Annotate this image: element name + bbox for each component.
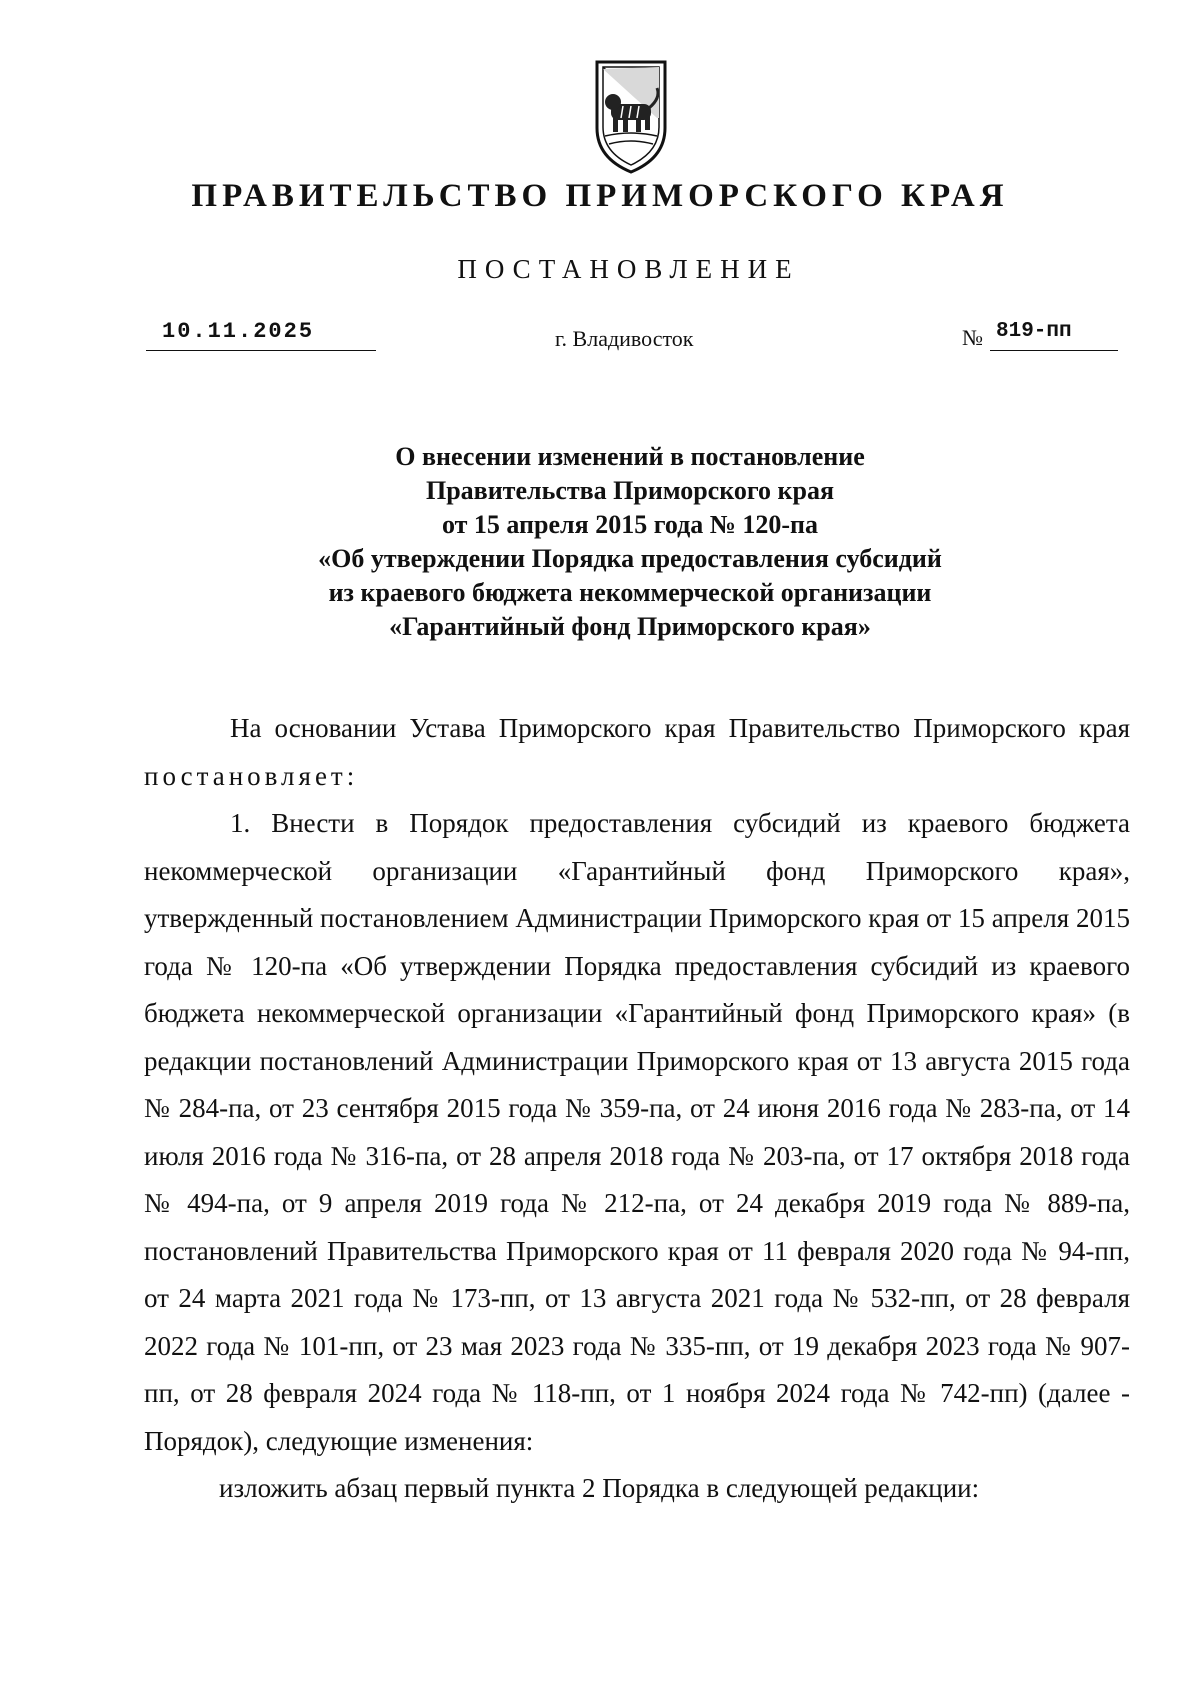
organization-name: ПРАВИТЕЛЬСТВО ПРИМОРСКОГО КРАЯ [191,178,1009,214]
preamble-paragraph [144,705,1130,800]
preamble-text: На основании Устава Приморского края Правительство Приморского края [230,713,1130,743]
document-number: 819-пп [990,320,1118,351]
title-line: «Об утверждении Порядка предоставления субсидий [318,544,942,573]
coat-of-arms-icon [583,58,679,176]
number-sign: № [962,325,983,350]
title-line: из краевого бюджета некоммерческой организации [328,578,932,607]
preamble-verb: постановляет: [144,760,359,791]
title-line: О внесении изменений в постановление [395,442,865,471]
item-1-paragraph: 1. Внести в Порядок предоставления субсидий из краевого бюджета некоммерческой организации «Гарантийный фонд Приморского края», утвержденный постановлением Администрации Приморского края от 15 апреля 2015 года № 120-па «Об утверждении Порядка предоставления субсидий из краевого бюджета некоммерческой организации «Гарантийный фонд Приморского края» (в редакции постановлений Администрации Приморского края от 13 августа 2015 года № 284-па, от 23 сентября 2015 года № 359-па, от 24 июня 2016 года № 283-па, от 14 июля 2016 года № 316-па, от 28 апреля 2018 года № 203-па, от 17 октября 2018 года № 494-па, от 9 апреля 2019 года № 212-па, от 24 декабря 2019 года № 889-па, постановлений Правительства Приморского края от 11 февраля 2020 года № 94-пп, от 24 марта 2021 года № 173-пп, от 13 августа 2021 года № 532-пп, от 28 февраля 2022 года № 101-пп, от 23 мая 2023 года № 335-пп, от 19 декабря 2023 года № 907-пп, от 28 февраля 2024 года № 118-пп, от 1 ноября 2024 года № 742-пп) (далее - Порядок), следующие изменения: [144,808,1130,1456]
title-line: от 15 апреля 2015 года № 120-па [441,510,819,539]
title-line: «Гарантийный фонд Приморского края» [389,612,871,641]
item-1-subparagraph: изложить абзац первый пункта 2 Порядка в следующей редакции: [219,1473,980,1503]
document-type: ПОСТАНОВЛЕНИЕ [457,254,800,284]
document-city: г. Владивосток [555,326,694,351]
document-title [200,440,1060,644]
document-body [144,705,1130,1513]
document-date: 10.11.2025 [146,320,376,351]
title-line: Правительства Приморского края [425,476,835,505]
